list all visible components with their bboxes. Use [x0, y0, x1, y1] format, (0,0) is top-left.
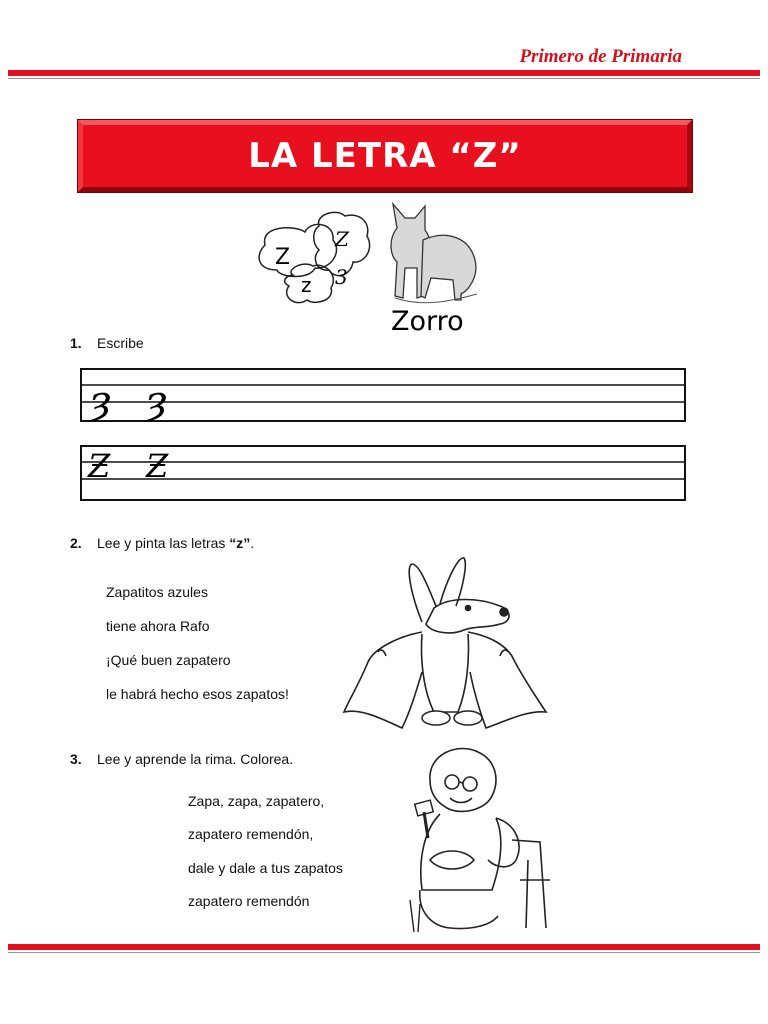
page-title: LA LETRA “Z”: [248, 136, 522, 176]
cursive-z-1a: ȝ: [90, 378, 111, 422]
header-rule: [8, 70, 760, 79]
exercise-2-number: 2.: [70, 535, 82, 551]
rhyme-line-4: zapatero remendón: [188, 893, 310, 909]
shoemaker-illustration: [400, 740, 560, 934]
word-zorro: Zorro: [391, 306, 464, 337]
letter-z-3: z: [301, 273, 312, 297]
cursive-z-1b: ȝ: [146, 378, 167, 422]
letter-z-2: Z: [335, 227, 349, 251]
letter-z-4: 3: [335, 265, 348, 289]
exercise-2-text: [97, 535, 254, 551]
exercise-2-text-post: .: [250, 535, 255, 551]
title-banner: [78, 120, 692, 192]
exercise-3-text: Lee y aprende la rima. Colorea.: [97, 751, 294, 767]
page-header-grade: Primero de Primaria: [519, 46, 682, 67]
fox-illustration: [255, 200, 505, 338]
footer-rule: [8, 944, 760, 953]
rhyme-line-3: dale y dale a tus zapatos: [188, 860, 343, 876]
bat-illustration: [340, 552, 550, 740]
exercise-1-text: Escribe: [97, 335, 144, 351]
rhyme-line-2: zapatero remendón,: [188, 826, 314, 842]
exercise-3-number: 3.: [70, 751, 82, 767]
letter-z-1: Z: [275, 245, 291, 270]
poem-line-2: tiene ahora Rafo: [106, 618, 210, 634]
cursive-z-2b: Ƶ: [146, 447, 169, 485]
poem-line-3: ¡Qué buen zapatero: [106, 652, 231, 668]
writing-lines-2: [80, 445, 686, 501]
cursive-z-2a: Ƶ: [88, 447, 111, 485]
exercise-2-text-pre: Lee y pinta las letras: [97, 535, 230, 551]
poem-line-1: Zapatitos azules: [106, 584, 208, 600]
writing-lines-1: [80, 368, 686, 422]
exercise-2-text-bold: “z”: [229, 535, 251, 551]
exercise-1-number: 1.: [70, 335, 82, 351]
poem-line-4: le habrá hecho esos zapatos!: [106, 686, 289, 702]
rhyme-line-1: Zapa, zapa, zapatero,: [188, 793, 325, 809]
